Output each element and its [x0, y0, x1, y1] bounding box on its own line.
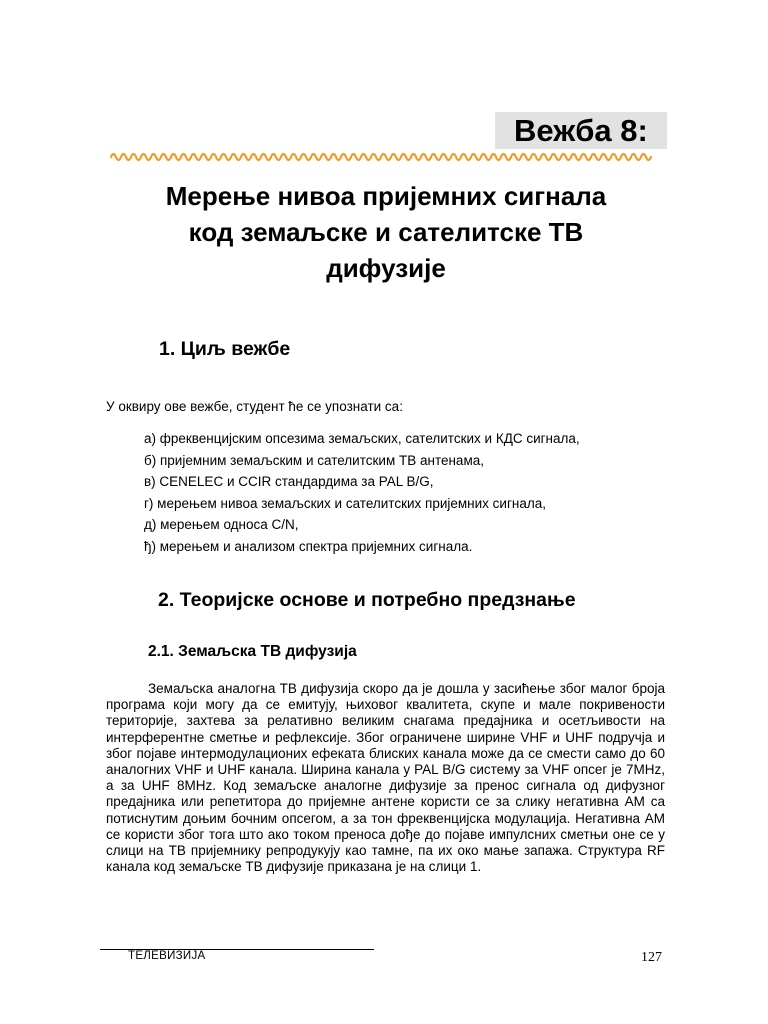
title-line-2: код земаљске и сателитске ТВ — [188, 217, 584, 247]
footer-course-name: ТЕЛЕВИЗИЈА — [128, 950, 206, 962]
list-item: а) фреквенцијским опсезима земаљских, сателитских и КДС сигнала, — [144, 431, 580, 446]
list-item: б) пријемним земаљским и сателитским ТВ антенама, — [144, 452, 484, 468]
wavy-divider — [110, 151, 652, 163]
exercise-label: Вежба 8: — [514, 113, 648, 148]
title-line-3: дифузије — [326, 253, 446, 283]
section-2-heading: 2. Теоријске основе и потребно предзнање — [158, 589, 576, 611]
objectives-list — [144, 428, 580, 558]
list-item: г) мерењем нивоа земаљских и сателитских пријемних сигнала, — [144, 495, 546, 511]
section-1-heading: 1. Циљ вежбе — [159, 338, 291, 360]
title-line-1: Мерење нивоа пријемних сигнала — [165, 181, 607, 211]
list-item: д) мерењем односа C/N, — [144, 517, 299, 533]
exercise-label-box — [495, 112, 667, 149]
list-item: ђ) мерењем и анализом спектра пријемних сигнала. — [144, 538, 473, 554]
section-1-intro: У оквиру ове вежбе, студент ће се упознати са: — [106, 399, 403, 414]
page-number: 127 — [641, 950, 662, 965]
body-paragraph: Земаљска аналогна ТВ дифузија скоро да је дошла у засићење због малог броја програма који могу да се емитују, њиховог квалитета, скупе и мале покривености територије, захтева за релативно великим снагама предајника и осетљивости на интерферентне сметње и рефлексије. Због ограничене ширине VHF и UHF подручја и због појаве интермодулационих ефеката блиских канала може да се смести само до 60 аналогних VHF и UHF канала. Ширина канала у PAL B/G систему за VHF опсег је 7MHz, а за UHF 8MHz. Код земаљске аналогне дифузије за пренос сигнала од дифузног предајника или репетитора до пријемне антене користи се за слику негативна АМ са потиснутим доњим бочним опсегом, а за тон фреквенцијска модулација. Негативна АМ се користи због тога што ако током преноса дође до појаве импулсних сметњи оне се у слици на ТВ пријемнику репродукују као тамне, па их око мање запажа. Структура RF канала код земаљске ТВ дифузије приказана је на слици 1. — [106, 681, 665, 875]
subsection-2-1-heading: 2.1. Земаљска ТВ дифузија — [148, 643, 357, 660]
list-item: в) CENELEC и CCIR стандардима за PAL B/G, — [144, 474, 434, 490]
document-title — [100, 178, 672, 286]
